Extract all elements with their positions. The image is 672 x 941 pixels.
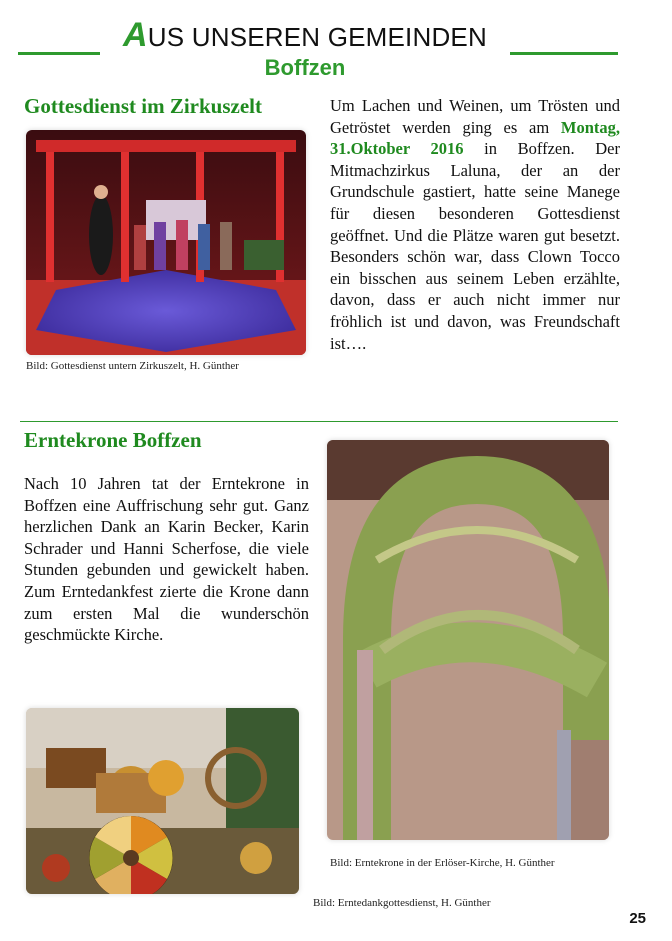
header-title <box>100 16 510 55</box>
crown-image <box>327 440 609 840</box>
page-number: 25 <box>629 910 646 927</box>
header-subtitle: Boffzen <box>264 55 346 80</box>
crown-caption: Bild: Erntekrone in der Erlöser-Kirche, H. Günther <box>330 857 555 869</box>
altar-photo <box>26 708 299 894</box>
circus-image <box>26 130 306 355</box>
article2-text: Nach 10 Jahren tat der Erntekrone in Boffzen eine Auffrischung sehr gut. Ganz herzlichen Dank an Karin Becker, Karin Schrader und Hanni Scherfose, die viele Stunden gebunden und gewickelt haben. Zum Erntedankfest zierte die Krone dann zum ersten Mal die wunderschön geschmückte Kirche. <box>24 474 309 645</box>
altar-caption: Bild: Erntedankgottesdienst, H. Günther <box>313 897 491 909</box>
circus-photo <box>26 130 306 355</box>
header-title-initial: A <box>123 16 148 54</box>
section-divider <box>20 421 618 422</box>
article1-date: Montag, 31.Oktober 2016 <box>330 117 620 159</box>
article1-caption: Bild: Gottesdienst untern Zirkuszelt, H. Günther <box>26 360 239 372</box>
article1-title: Gottesdienst im Zirkuszelt <box>24 94 262 118</box>
article1-text-after: in Boffzen. Der Mitmachzirkus Laluna, der an der Grundschule gastiert, hatte seine Manege für diesen besonderen Gottesdienst geöffnet. Und die Plätze waren gut besetzt. Besonders schön war, dass Clown Tocco ein bisschen aus seinem Leben erzählte, davon, dass er auch nicht immer nur fröhlich ist und davon, was Freundschaft ist…. <box>330 139 620 353</box>
article2-title: Erntekrone Boffzen <box>24 428 202 452</box>
header-title-rest: US UNSEREN GEMEINDEN <box>147 22 487 52</box>
crown-photo <box>327 440 609 840</box>
article1-text-before: Um Lachen und Weinen, um Trösten und Getröstet werden ging es am <box>330 96 620 137</box>
altar-image <box>26 708 299 894</box>
header-rule-left <box>18 52 100 55</box>
header-rule-right <box>510 52 618 55</box>
article1-text <box>330 95 620 354</box>
